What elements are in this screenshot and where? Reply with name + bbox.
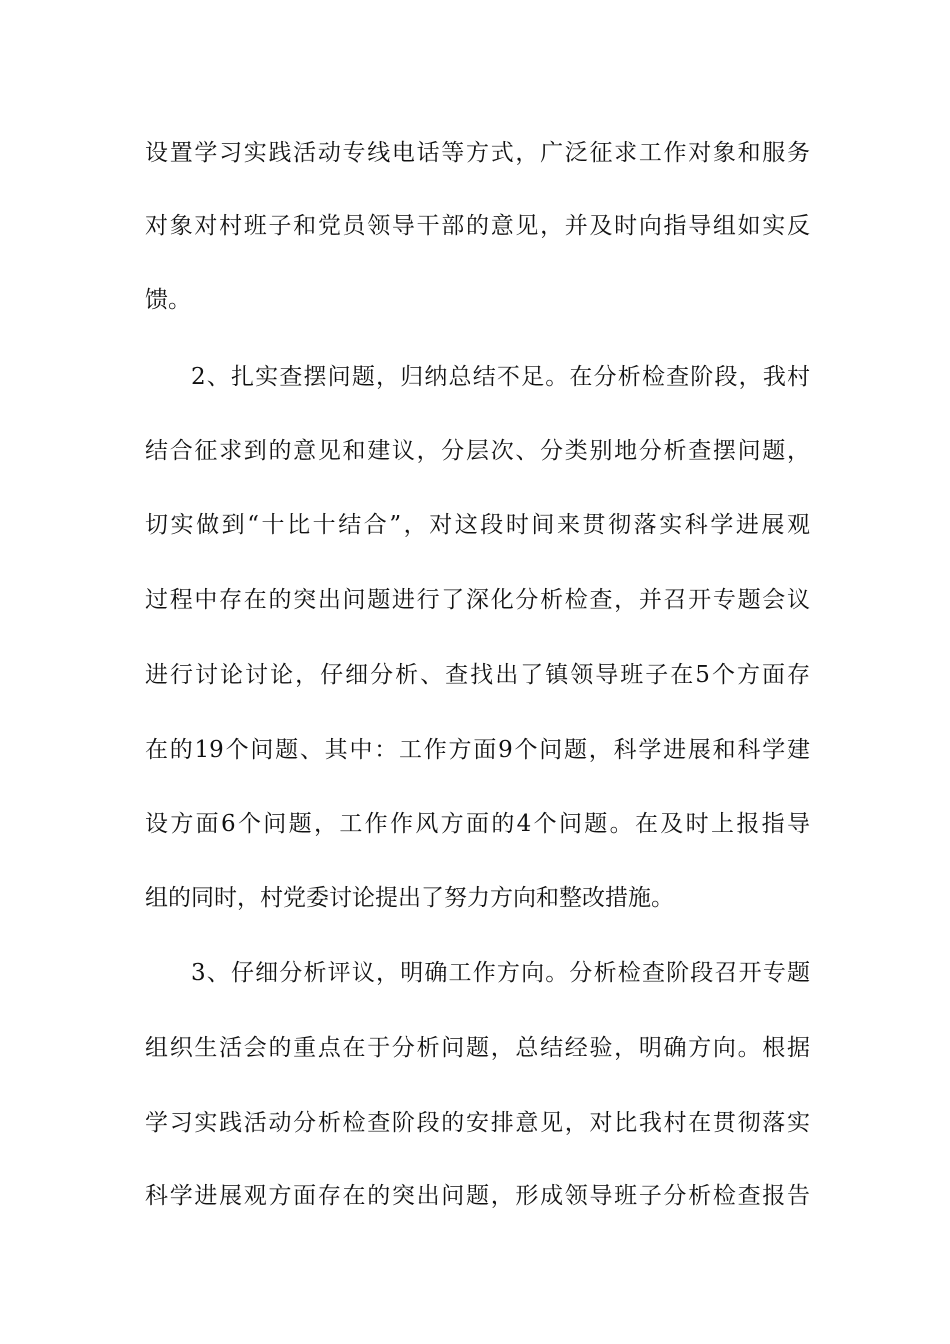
- text-line: 在的19个问题、其中：工作方面9个问题，科学进展和科学建: [145, 737, 810, 763]
- text-line: 过程中存在的突出问题进行了深化分析检查，并召开专题会议: [145, 587, 810, 613]
- text-line: 馈。: [145, 287, 191, 313]
- text-line: 设方面6个问题，工作作风方面的4个问题。在及时上报指导: [145, 811, 810, 837]
- text-line: 进行讨论讨论，仔细分析、查找出了镇领导班子在5个方面存: [145, 662, 810, 688]
- text-line: 设置学习实践活动专线电话等方式，广泛征求工作对象和服务: [145, 140, 810, 166]
- text-line: 结合征求到的意见和建议，分层次、分类别地分析查摆问题，: [145, 438, 810, 464]
- text-line: 组织生活会的重点在于分析问题，总结经验，明确方向。根据: [145, 1035, 810, 1061]
- paragraph-start-line: 2、扎实查摆问题，归纳总结不足。在分析检查阶段，我村: [191, 364, 810, 390]
- text-line: 组的同时，村党委讨论提出了努力方向和整改措施。: [145, 885, 674, 911]
- text-line: 切实做到“十比十结合”，对这段时间来贯彻落实科学进展观: [145, 512, 810, 538]
- paragraph-start-line: 3、仔细分析评议，明确工作方向。分析检查阶段召开专题: [191, 960, 810, 986]
- text-line: 学习实践活动分析检查阶段的安排意见，对比我村在贯彻落实: [145, 1110, 810, 1136]
- text-line: 对象对村班子和党员领导干部的意见，并及时向指导组如实反: [145, 213, 810, 239]
- text-line: 科学进展观方面存在的突出问题，形成领导班子分析检查报告: [145, 1183, 810, 1209]
